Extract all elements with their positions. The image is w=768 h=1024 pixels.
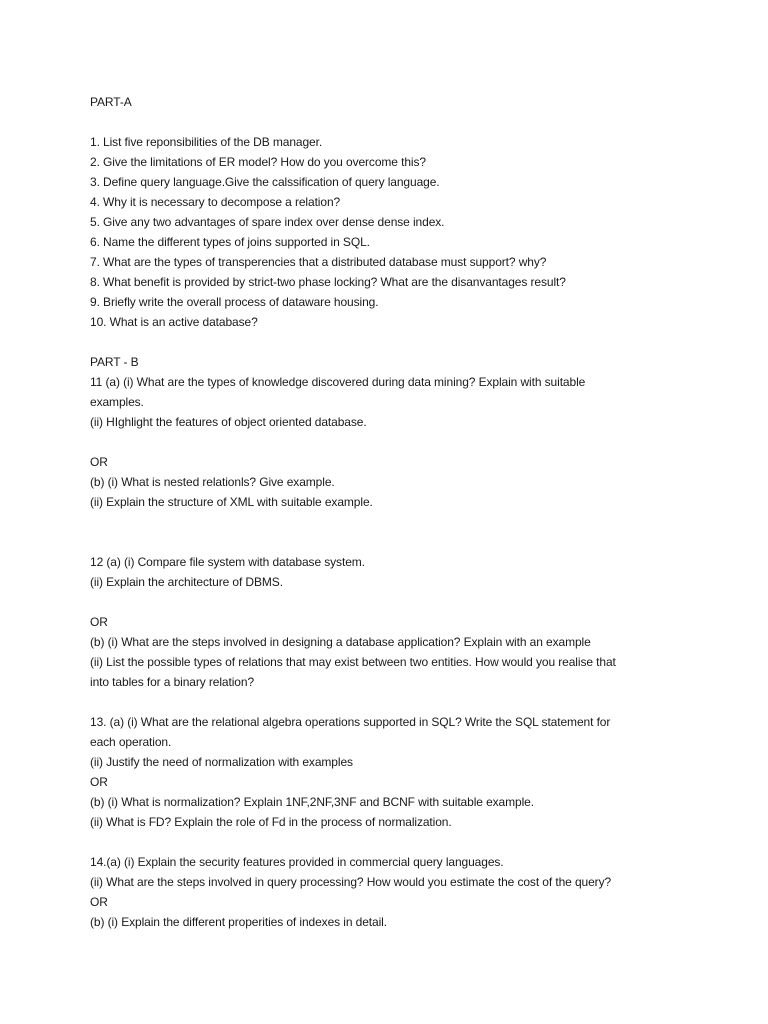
- spacer: [90, 692, 768, 712]
- q11-or: OR: [90, 455, 108, 469]
- spacer: [90, 332, 768, 352]
- q14-or: OR: [90, 895, 108, 909]
- q13-a-ii: (ii) Justify the need of normalization with examples: [90, 755, 353, 769]
- question-8: 8. What benefit is provided by strict-two phase locking? What are the disanvantages result?: [90, 275, 566, 289]
- q12-b-ii-line1: (ii) List the possible types of relations that may exist between two entities. How would you realise that: [90, 655, 616, 669]
- q14-a-ii: (ii) What are the steps involved in query processing? How would you estimate the cost of the query?: [90, 875, 612, 889]
- question-9: 9. Briefly write the overall process of dataware housing.: [90, 295, 379, 309]
- question-1: 1. List five reponsibilities of the DB manager.: [90, 135, 323, 149]
- q11-a-i-line2: examples.: [90, 395, 144, 409]
- question-4: 4. Why it is necessary to decompose a relation?: [90, 195, 341, 209]
- spacer: [90, 832, 768, 852]
- q11-a-i-line1: 11 (a) (i) What are the types of knowledge discovered during data mining? Explain with suitable: [90, 375, 586, 389]
- question-6: 6. Name the different types of joins supported in SQL.: [90, 235, 370, 249]
- spacer: [90, 112, 768, 132]
- spacer: [90, 512, 768, 552]
- q12-or: OR: [90, 615, 108, 629]
- q12-a-ii: (ii) Explain the architecture of DBMS.: [90, 575, 283, 589]
- question-2: 2. Give the limitations of ER model? How do you overcome this?: [90, 155, 426, 169]
- question-10: 10. What is an active database?: [90, 315, 258, 329]
- q13-b-ii: (ii) What is FD? Explain the role of Fd in the process of normalization.: [90, 815, 452, 829]
- q11-b-i: (b) (i) What is nested relationls? Give example.: [90, 475, 335, 489]
- part-b-heading: PART - B: [90, 355, 139, 369]
- q13-or: OR: [90, 775, 108, 789]
- question-3: 3. Define query language.Give the calssification of query language.: [90, 175, 440, 189]
- q12-b-i: (b) (i) What are the steps involved in designing a database application? Explain with an example: [90, 635, 591, 649]
- q14-b-i: (b) (i) Explain the different properities of indexes in detail.: [90, 915, 387, 929]
- question-7: 7. What are the types of transperencies that a distributed database must support? why?: [90, 255, 547, 269]
- q13-b-i: (b) (i) What is normalization? Explain 1NF,2NF,3NF and BCNF with suitable example.: [90, 795, 534, 809]
- spacer: [90, 432, 768, 452]
- q11-b-ii: (ii) Explain the structure of XML with suitable example.: [90, 495, 373, 509]
- q12-b-ii-line2: into tables for a binary relation?: [90, 675, 255, 689]
- part-a-heading: PART-A: [90, 95, 132, 109]
- q13-a-i-line2: each operation.: [90, 735, 172, 749]
- q14-a-i: 14.(a) (i) Explain the security features provided in commercial query languages.: [90, 855, 504, 869]
- question-5: 5. Give any two advantages of spare index over dense dense index.: [90, 215, 445, 229]
- q12-a-i: 12 (a) (i) Compare file system with database system.: [90, 555, 365, 569]
- spacer: [90, 592, 768, 612]
- q13-a-i-line1: 13. (a) (i) What are the relational algebra operations supported in SQL? Write the SQL statement for: [90, 715, 611, 729]
- q11-a-ii: (ii) HIghlight the features of object oriented database.: [90, 415, 367, 429]
